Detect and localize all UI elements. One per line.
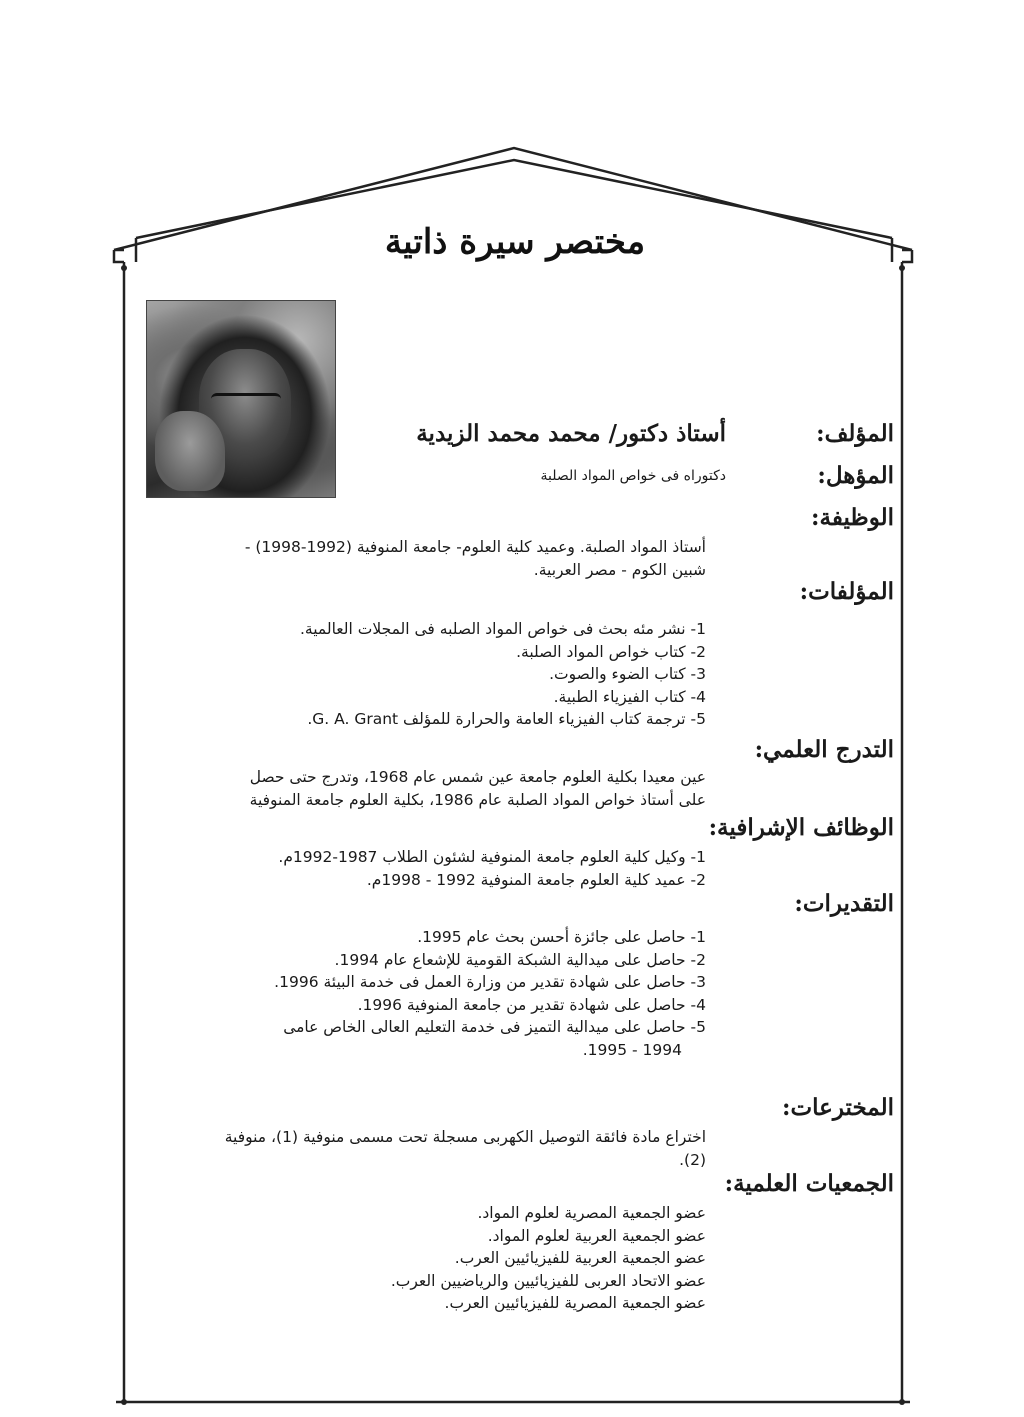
societies-row: [130, 1170, 894, 1204]
list-item: 1- وكيل كلية العلوم جامعة المنوفية لشئون الطلاب 1987-1992م.: [278, 848, 706, 866]
author-name: أستاذ دكتور/ محمد محمد الزيدية: [416, 420, 726, 447]
list-item: عضو الاتحاد العربى للفيزيائيين والرياضيين العرب.: [390, 1271, 706, 1290]
inventions-label: المخترعات:: [781, 1094, 894, 1121]
supervisory-row: [130, 814, 894, 848]
supervisory-list: [130, 846, 706, 891]
academic-progress-line: على أستاذ خواص المواد الصلبة عام 1986، بكلية العلوم جامعة المنوفية: [249, 790, 706, 809]
inventions-row: [130, 1094, 894, 1128]
inventions-line: اختراع مادة فائقة التوصيل الكهربى مسجلة تحت مسمى منوفية (1)، منوفية: [224, 1128, 706, 1146]
list-item: 5- حاصل على ميدالية التميز فى خدمة التعليم العالى الخاص عامى: [283, 1018, 706, 1036]
awards-row: [130, 890, 894, 924]
academic-progress-text: [130, 766, 706, 811]
list-item: 2- حاصل على ميدالية الشبكة القومية للإشعاع عام 1994.: [334, 950, 706, 969]
position-line: شبين الكوم - مصر العربية.: [533, 560, 706, 579]
academic-progress-row: [130, 736, 894, 770]
author-row: [130, 420, 894, 454]
supervisory-label: الوظائف الإشرافية:: [708, 814, 894, 841]
list-item: عضو الجمعية المصرية لعلوم المواد.: [477, 1204, 706, 1222]
photo-glasses: [211, 393, 281, 410]
author-label: المؤلف:: [816, 420, 894, 447]
qualification-label: المؤهل:: [817, 462, 894, 489]
list-item: 2- كتاب خواص المواد الصلبة.: [516, 642, 706, 661]
list-item: 1- حاصل على جائزة أحسن بحث عام 1995.: [417, 928, 706, 946]
awards-list: [130, 926, 706, 1061]
position-text: [130, 536, 706, 581]
academic-progress-line: عين معيدا بكلية العلوم جامعة عين شمس عام 1968، وتدرج حتى حصل: [249, 768, 706, 786]
document-title: مختصر سيرة ذاتية: [384, 222, 646, 262]
list-item: 4- حاصل على شهادة تقدير من جامعة المنوفية 1996.: [357, 995, 706, 1014]
publications-row: [130, 578, 894, 612]
awards-label: التقديرات:: [794, 890, 894, 917]
societies-label: الجمعيات العلمية:: [724, 1170, 894, 1197]
list-item: 1- نشر مئه بحث فى خواص المواد الصلبه فى المجلات العالمية.: [299, 620, 706, 638]
list-item: 4- كتاب الفيزياء الطبية.: [553, 687, 706, 706]
list-item: 3- كتاب الضوء والصوت.: [549, 665, 706, 683]
position-row: [130, 504, 894, 538]
publications-label: المؤلفات:: [799, 578, 894, 605]
academic-progress-label: التدرج العلمي:: [754, 736, 894, 763]
societies-list: [130, 1202, 706, 1315]
position-label: الوظيفة:: [811, 504, 894, 531]
list-item: 1994 - 1995.: [582, 1040, 682, 1059]
list-item: 2- عميد كلية العلوم جامعة المنوفية 1992 - 1998م.: [366, 870, 706, 889]
inventions-line: (2).: [679, 1150, 706, 1169]
inventions-text: [130, 1126, 706, 1171]
list-item: عضو الجمعية المصرية للفيزيائيين العرب.: [444, 1294, 706, 1312]
list-item: عضو الجمعية العربية لعلوم المواد.: [487, 1226, 706, 1245]
list-item: 5- ترجمة كتاب الفيزياء العامة والحرارة للمؤلف G. A. Grant.: [307, 710, 706, 728]
publications-list: [130, 618, 706, 731]
qualification-value: دكتوراه فى خواص المواد الصلبة: [540, 468, 726, 484]
list-item: عضو الجمعية العربية للفيزيائيين العرب.: [454, 1249, 706, 1267]
position-line: أستاذ المواد الصلبة. وعميد كلية العلوم- جامعة المنوفية (1992-1998) -: [244, 538, 706, 556]
list-item: 3- حاصل على شهادة تقدير من وزارة العمل فى خدمة البيئة 1996.: [274, 973, 706, 991]
qualification-row: [130, 462, 894, 496]
